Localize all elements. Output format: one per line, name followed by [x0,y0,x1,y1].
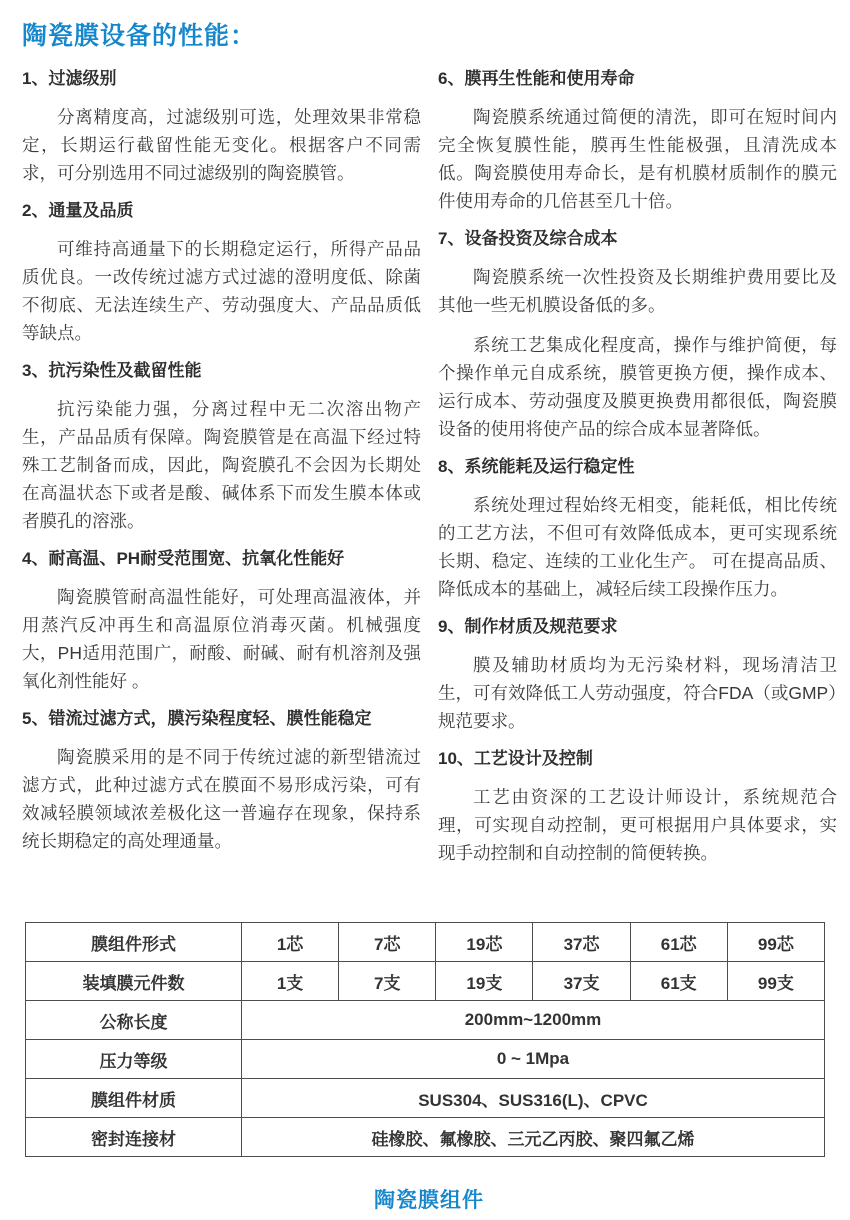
spec-value: 200mm~1200mm [242,1001,825,1040]
section-paragraph: 陶瓷膜管耐高温性能好，可处理高温液体，并用蒸汽反冲再生和高温原位消毒灭菌。机械强度大，PH适用范围广，耐酸、耐碱、耐有机溶剂及强氧化剂性能好 。 [22,587,421,691]
section-heading: 5、错流过滤方式，膜污染程度轻、膜性能稳定 [22,709,372,728]
spec-value: 99芯 [727,923,824,962]
page-title: 陶瓷膜设备的性能： [22,22,257,50]
footer-title: 陶瓷膜组件 [374,1189,484,1212]
section-1-filtration-level [22,66,421,187]
section-3-antifouling-retention [22,358,421,535]
spec-value: 19支 [436,962,533,1001]
section-4-temperature-ph-oxidation [22,546,421,695]
spec-value: 19芯 [436,923,533,962]
spec-value: 61芯 [630,923,727,962]
spec-label: 膜组件形式 [26,923,242,962]
spec-value: 37支 [533,962,630,1001]
spec-value: 1支 [242,962,339,1001]
spec-value: 99支 [727,962,824,1001]
section-heading: 3、抗污染性及截留性能 [22,361,202,380]
two-column-layout [22,66,836,878]
section-7-investment-cost [438,226,837,443]
spec-value: 61支 [630,962,727,1001]
left-column [22,66,421,878]
section-paragraph: 抗污染能力强，分离过程中无二次溶出物产生，产品品质有保障。陶瓷膜管是在高温下经过特殊工艺制备而成，因此，陶瓷膜孔不会因为长期处在高温状态下或者是酸、碱体系下而发生膜本体或者膜孔的溶涨。 [22,399,421,531]
section-heading: 7、设备投资及综合成本 [438,229,618,248]
section-heading: 8、系统能耗及运行稳定性 [438,457,635,476]
section-heading: 6、膜再生性能和使用寿命 [438,69,635,88]
section-paragraph: 陶瓷膜系统通过简便的清洗，即可在短时间内完全恢复膜性能，膜再生性能极强，且清洗成本低。陶瓷膜使用寿命长，是有机膜材质制作的膜元件使用寿命的几倍甚至几十倍。 [438,107,837,211]
section-paragraph: 陶瓷膜采用的是不同于传统过滤的新型错流过滤方式，此种过滤方式在膜面不易形成污染，可有效减轻膜领域浓差极化这一普遍存在现象，保持系统长期稳定的高处理通量。 [22,747,421,851]
section-paragraph: 系统处理过程始终无相变，能耗低，相比传统的工艺方法，不但可有效降低成本，更可实现系统长期、稳定、连续的工业化生产。 可在提高品质、降低成本的基础上，减轻后续工段操作压力。 [438,495,837,599]
section-heading: 9、制作材质及规范要求 [438,617,618,636]
right-column [438,66,837,878]
spec-label: 公称长度 [26,1001,242,1040]
section-paragraph: 陶瓷膜系统一次性投资及长期维护费用要比及其他一些无机膜设备低的多。 [438,267,837,315]
section-heading: 4、耐高温、PH耐受范围宽、抗氧化性能好 [22,549,345,568]
spec-label: 密封连接材 [26,1118,242,1157]
spec-label: 压力等级 [26,1040,242,1079]
section-heading: 2、通量及品质 [22,201,134,220]
spec-value: 7芯 [339,923,436,962]
table-row-element-count [26,962,825,1001]
table-row-module-material [26,1079,825,1118]
spec-value: SUS304、SUS316(L)、CPVC [242,1079,825,1118]
table-row-module-form [26,923,825,962]
spec-value: 0 ~ 1Mpa [242,1040,825,1079]
table-row-pressure-rating [26,1040,825,1079]
section-paragraph: 可维持高通量下的长期稳定运行，所得产品品质优良。一改传统过滤方式过滤的澄明度低、除菌不彻底、无法连续生产、劳动强度大、产品品质低等缺点。 [22,239,421,343]
spec-value: 1芯 [242,923,339,962]
table-row-sealing-material [26,1118,825,1157]
spec-label: 膜组件材质 [26,1079,242,1118]
section-heading: 1、过滤级别 [22,69,117,88]
table-row-nominal-length [26,1001,825,1040]
section-paragraph: 膜及辅助材质均为无污染材料，现场清洁卫生，可有效降低工人劳动强度，符合FDA（或GMP）规范要求。 [438,655,837,731]
section-2-flux-quality [22,198,421,347]
section-heading: 10、工艺设计及控制 [438,749,593,768]
section-5-crossflow-filtration [22,706,421,855]
section-paragraph: 系统工艺集成化程度高，操作与维护简便，每个操作单元自成系统，膜管更换方便，操作成本、运行成本、劳动强度及膜更换费用都很低，陶瓷膜设备的使用将使产品的综合成本显著降低。 [438,335,837,439]
spec-value: 硅橡胶、氟橡胶、三元乙丙胶、聚四氟乙烯 [242,1118,825,1157]
spec-value: 7支 [339,962,436,1001]
spec-label: 装填膜元件数 [26,962,242,1001]
spec-value: 37芯 [533,923,630,962]
section-10-process-design-control [438,746,837,867]
section-6-regeneration-lifespan [438,66,837,215]
section-paragraph: 工艺由资深的工艺设计师设计，系统规范合理，可实现自动控制，更可根据用户具体要求，实现手动控制和自动控制的简便转换。 [438,787,837,863]
membrane-spec-table [25,922,825,1157]
section-8-energy-stability [438,454,837,603]
section-paragraph: 分离精度高，过滤级别可选，处理效果非常稳定，长期运行截留性能无变化。根据客户不同需求，可分别选用不同过滤级别的陶瓷膜管。 [22,107,421,183]
section-9-materials-standards [438,614,837,735]
